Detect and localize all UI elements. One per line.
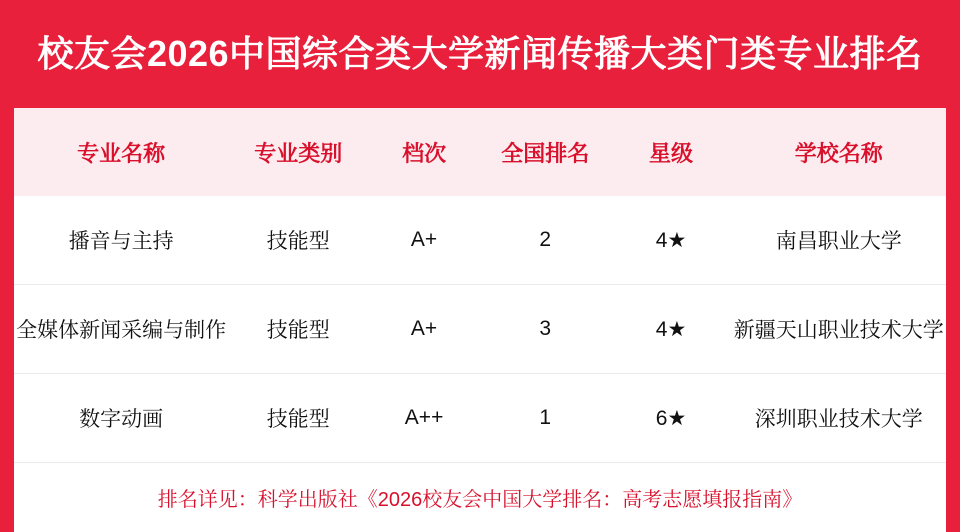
cell-grade: A+ bbox=[368, 196, 480, 285]
footer-note-text: 排名详见：科学出版社《2026校友会中国大学排名：高考志愿填报指南》 bbox=[157, 489, 803, 511]
cell-school: 新疆天山职业技术大学 bbox=[732, 285, 946, 374]
table-header-row bbox=[14, 108, 946, 196]
cell-category: 技能型 bbox=[228, 285, 368, 374]
page-title: 校友会2026中国综合类大学新闻传播大类门类专业排名 bbox=[37, 33, 923, 75]
cell-major: 全媒体新闻采编与制作 bbox=[14, 285, 228, 374]
footer-note bbox=[14, 463, 946, 532]
cell-category: 技能型 bbox=[228, 374, 368, 463]
title-bar bbox=[0, 0, 960, 108]
column-header-category: 专业类别 bbox=[254, 140, 343, 166]
cell-school: 深圳职业技术大学 bbox=[732, 374, 946, 463]
table-header bbox=[14, 108, 946, 196]
ranking-table bbox=[14, 108, 946, 463]
table-body bbox=[14, 196, 946, 463]
column-header-grade: 档次 bbox=[402, 140, 447, 166]
table-row bbox=[14, 374, 946, 463]
cell-grade: A++ bbox=[368, 374, 480, 463]
table-row bbox=[14, 285, 946, 374]
cell-school: 南昌职业大学 bbox=[732, 196, 946, 285]
cell-rank: 3 bbox=[480, 285, 610, 374]
cell-grade: A+ bbox=[368, 285, 480, 374]
column-header-school: 学校名称 bbox=[794, 140, 883, 166]
table-row bbox=[14, 196, 946, 285]
cell-category: 技能型 bbox=[228, 196, 368, 285]
cell-rank: 1 bbox=[480, 374, 610, 463]
cell-major: 数字动画 bbox=[14, 374, 228, 463]
cell-star: 4★ bbox=[610, 196, 731, 285]
column-header-rank: 全国排名 bbox=[501, 140, 590, 166]
cell-star: 6★ bbox=[610, 374, 731, 463]
cell-rank: 2 bbox=[480, 196, 610, 285]
column-header-major: 专业名称 bbox=[77, 140, 166, 166]
ranking-card bbox=[14, 108, 946, 532]
cell-star: 4★ bbox=[610, 285, 731, 374]
column-header-star: 星级 bbox=[649, 140, 694, 166]
cell-major: 播音与主持 bbox=[14, 196, 228, 285]
